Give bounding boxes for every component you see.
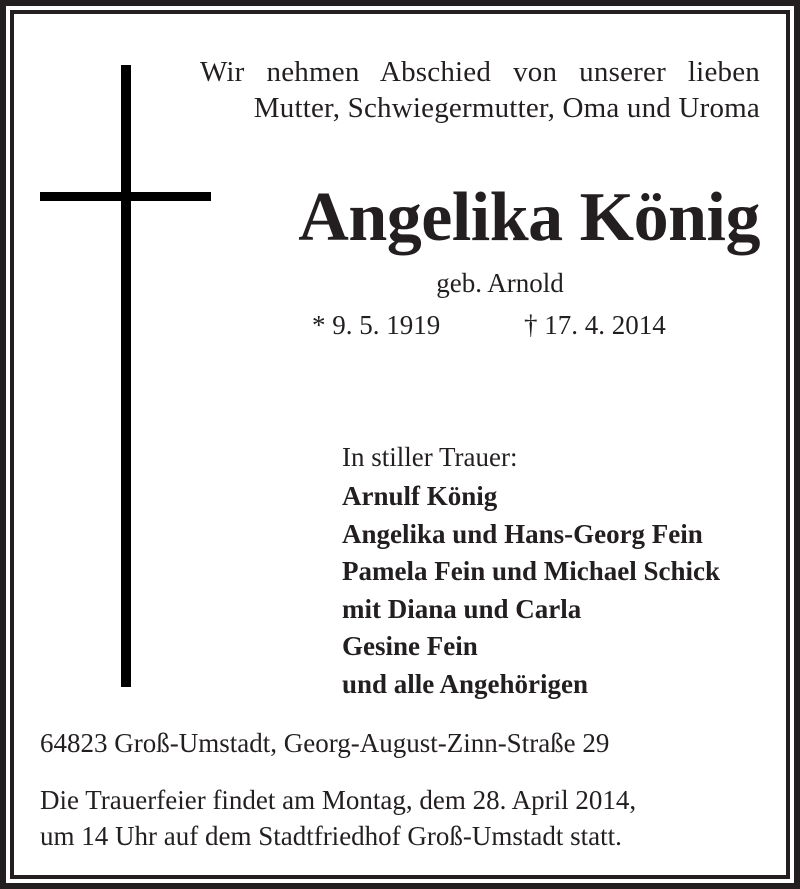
death-date: † 17. 4. 2014	[524, 310, 666, 340]
cross-horizontal-bar	[40, 192, 211, 201]
mourner: Angelika und Hans-Georg Fein	[342, 518, 703, 549]
mourner: Gesine Fein	[342, 631, 478, 661]
ceremony-line-2: um 14 Uhr auf dem Stadtfriedhof Groß-Umstadt statt.	[40, 821, 622, 851]
mourner: und alle Angehörigen	[342, 668, 589, 699]
mourner: mit Diana und Carla	[342, 593, 582, 624]
mourner: Pamela Fein und Michael Schick	[342, 556, 720, 586]
farewell-intro	[200, 54, 760, 126]
maiden-name: geb. Arnold	[436, 268, 564, 298]
cross-vertical-bar	[121, 65, 131, 687]
family-address: 64823 Groß-Umstadt, Georg-August-Zinn-Straße 29	[40, 728, 610, 758]
mourner: Arnulf König	[342, 481, 498, 511]
intro-line-1: Wir nehmen Abschied von unserer lieben	[200, 56, 760, 88]
deceased-name: Angelika König	[298, 179, 760, 256]
birth-date: * 9. 5. 1919	[312, 310, 441, 340]
mourning-intro: In stiller Trauer:	[342, 442, 518, 472]
intro-line-2: Mutter, Schwiegermutter, Oma und Uroma	[253, 92, 760, 124]
ceremony-line-1: Die Trauerfeier findet am Montag, dem 28. April 2014,	[40, 785, 637, 815]
ceremony-info	[40, 782, 760, 854]
mourners-list	[342, 440, 782, 703]
